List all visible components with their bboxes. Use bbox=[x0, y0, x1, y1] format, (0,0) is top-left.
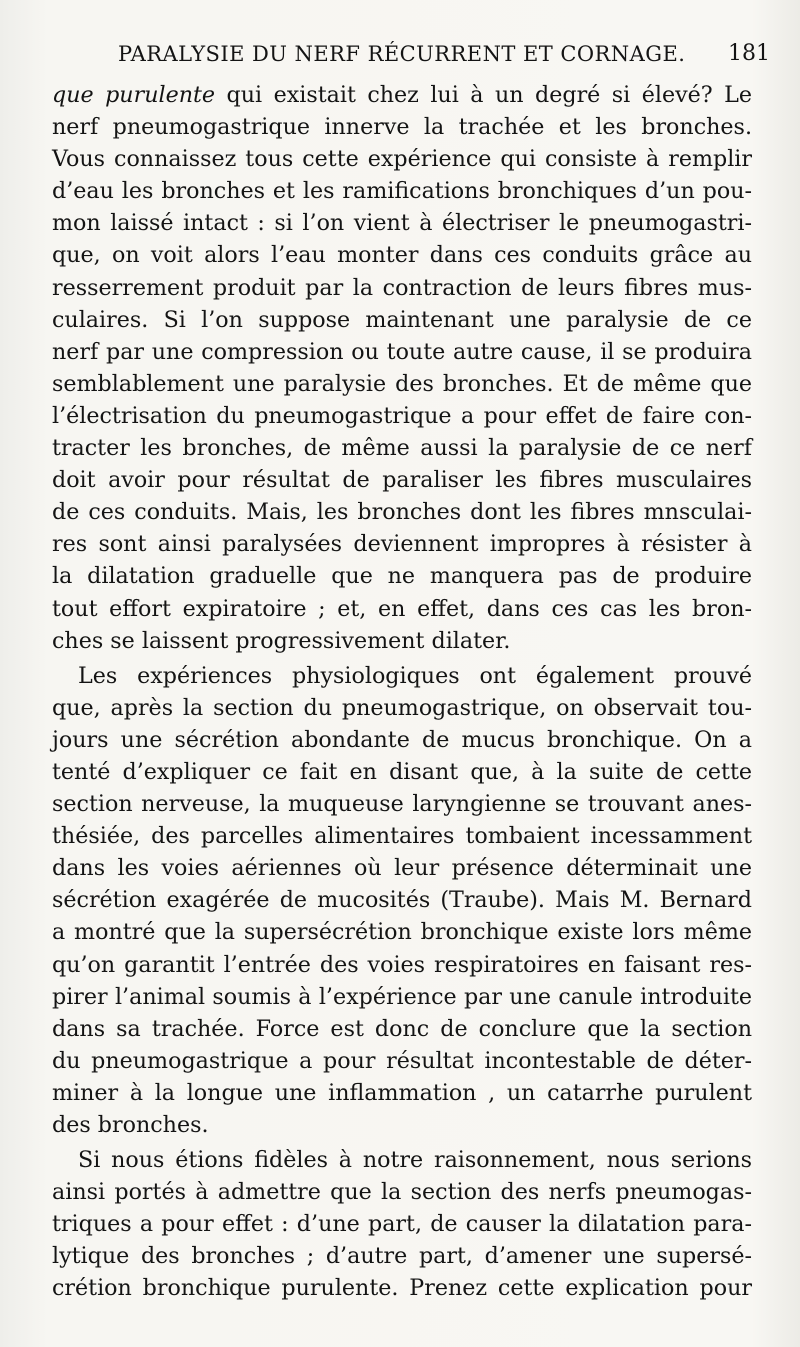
text-line: ches se laissent progressivement dilater. bbox=[52, 627, 511, 654]
italic-phrase: que purulente bbox=[52, 82, 216, 108]
text-line: a montré que la supersécrétion bronchique existe lors même bbox=[52, 919, 752, 946]
running-head bbox=[118, 40, 770, 72]
text-line: thésiée, des parcelles alimentaires tombaient incessamment bbox=[52, 823, 752, 850]
text-line: nerf par une compression ou toute autre cause, il se produira bbox=[52, 338, 752, 365]
text-line: la dilatation graduelle que ne manquera pas de produire bbox=[52, 563, 752, 590]
text-line: l’électrisation du pneumogastrique a pour effet de faire con- bbox=[52, 402, 752, 429]
text-line: Les expériences physiologiques ont également prouvé bbox=[78, 662, 752, 689]
running-title: PARALYSIE DU NERF RÉCURRENT ET CORNAGE. bbox=[118, 42, 686, 66]
text-line: tout effort expiratoire ; et, en effet, dans ces cas les bron- bbox=[52, 595, 752, 622]
text-line: de ces conduits. Mais, les bronches dont les fibres mnsculai- bbox=[52, 499, 752, 526]
text-line: qu’on garantit l’entrée des voies respiratoires en faisant res- bbox=[52, 951, 752, 978]
text-line: ainsi portés à admettre que la section des nerfs pneumogas- bbox=[52, 1179, 752, 1206]
text-line: tenté d’expliquer ce fait en disant que, à la suite de cette bbox=[52, 758, 752, 785]
line-text: qui existait chez lui à un degré si élevé? Le bbox=[215, 82, 752, 108]
text-line: miner à la longue une inflammation , un catarrhe purulent bbox=[52, 1079, 752, 1106]
text-line: nerf pneumogastrique innerve la trachée et les bronches. bbox=[52, 114, 752, 141]
text-line: tracter les bronches, de même aussi la paralysie de ce nerf bbox=[52, 435, 752, 462]
text-line: dans les voies aériennes où leur présence déterminait une bbox=[52, 855, 752, 882]
text-line: d’eau les bronches et les ramifications bronchiques d’un pou- bbox=[52, 178, 752, 205]
text-line: des bronches. bbox=[52, 1112, 209, 1138]
text-line: que, après la section du pneumogastrique, on observait tou- bbox=[52, 694, 752, 721]
text-line: pirer l’animal soumis à l’expérience par une canule introduite bbox=[52, 983, 752, 1010]
text-line: Si nous étions fidèles à notre raisonnement, nous serions bbox=[78, 1147, 752, 1174]
text-line: lytique des bronches ; d’autre part, d’amener une supersé- bbox=[52, 1243, 752, 1270]
text-line: section nerveuse, la muqueuse laryngienne se trouvant anes- bbox=[52, 791, 752, 818]
text-line: semblablement une paralysie des bronches. Et de même que bbox=[52, 370, 752, 397]
text-line: res sont ainsi paralysées deviennent impropres à résister à bbox=[52, 531, 752, 558]
text-line: doit avoir pour résultat de paraliser les fibres musculaires bbox=[52, 467, 752, 494]
body-text bbox=[52, 79, 752, 1305]
text-line: sécrétion exagérée de mucosités (Traube). Mais M. Bernard bbox=[52, 887, 752, 914]
text-line: du pneumogastrique a pour résultat incontestable de déter- bbox=[52, 1047, 752, 1074]
page-number: 181 bbox=[728, 41, 770, 66]
text-line: triques a pour effet : d’une part, de causer la dilatation para- bbox=[52, 1211, 752, 1238]
text-line bbox=[52, 79, 752, 111]
text-line: crétion bronchique purulente. Prenez cette explication pour bbox=[52, 1275, 752, 1302]
text-line: Vous connaissez tous cette expérience qui consiste à remplir bbox=[52, 146, 752, 173]
text-line: mon laissé intact : si l’on vient à électriser le pneumogastri- bbox=[52, 210, 752, 237]
text-line: que, on voit alors l’eau monter dans ces conduits grâce au bbox=[52, 242, 752, 269]
text-line: culaires. Si l’on suppose maintenant une paralysie de ce bbox=[52, 306, 752, 333]
text-line: dans sa trachée. Force est donc de conclure que la section bbox=[52, 1015, 752, 1042]
text-line: resserrement produit par la contraction de leurs fibres mus- bbox=[52, 274, 752, 301]
text-line: jours une sécrétion abondante de mucus bronchique. On a bbox=[52, 726, 752, 753]
